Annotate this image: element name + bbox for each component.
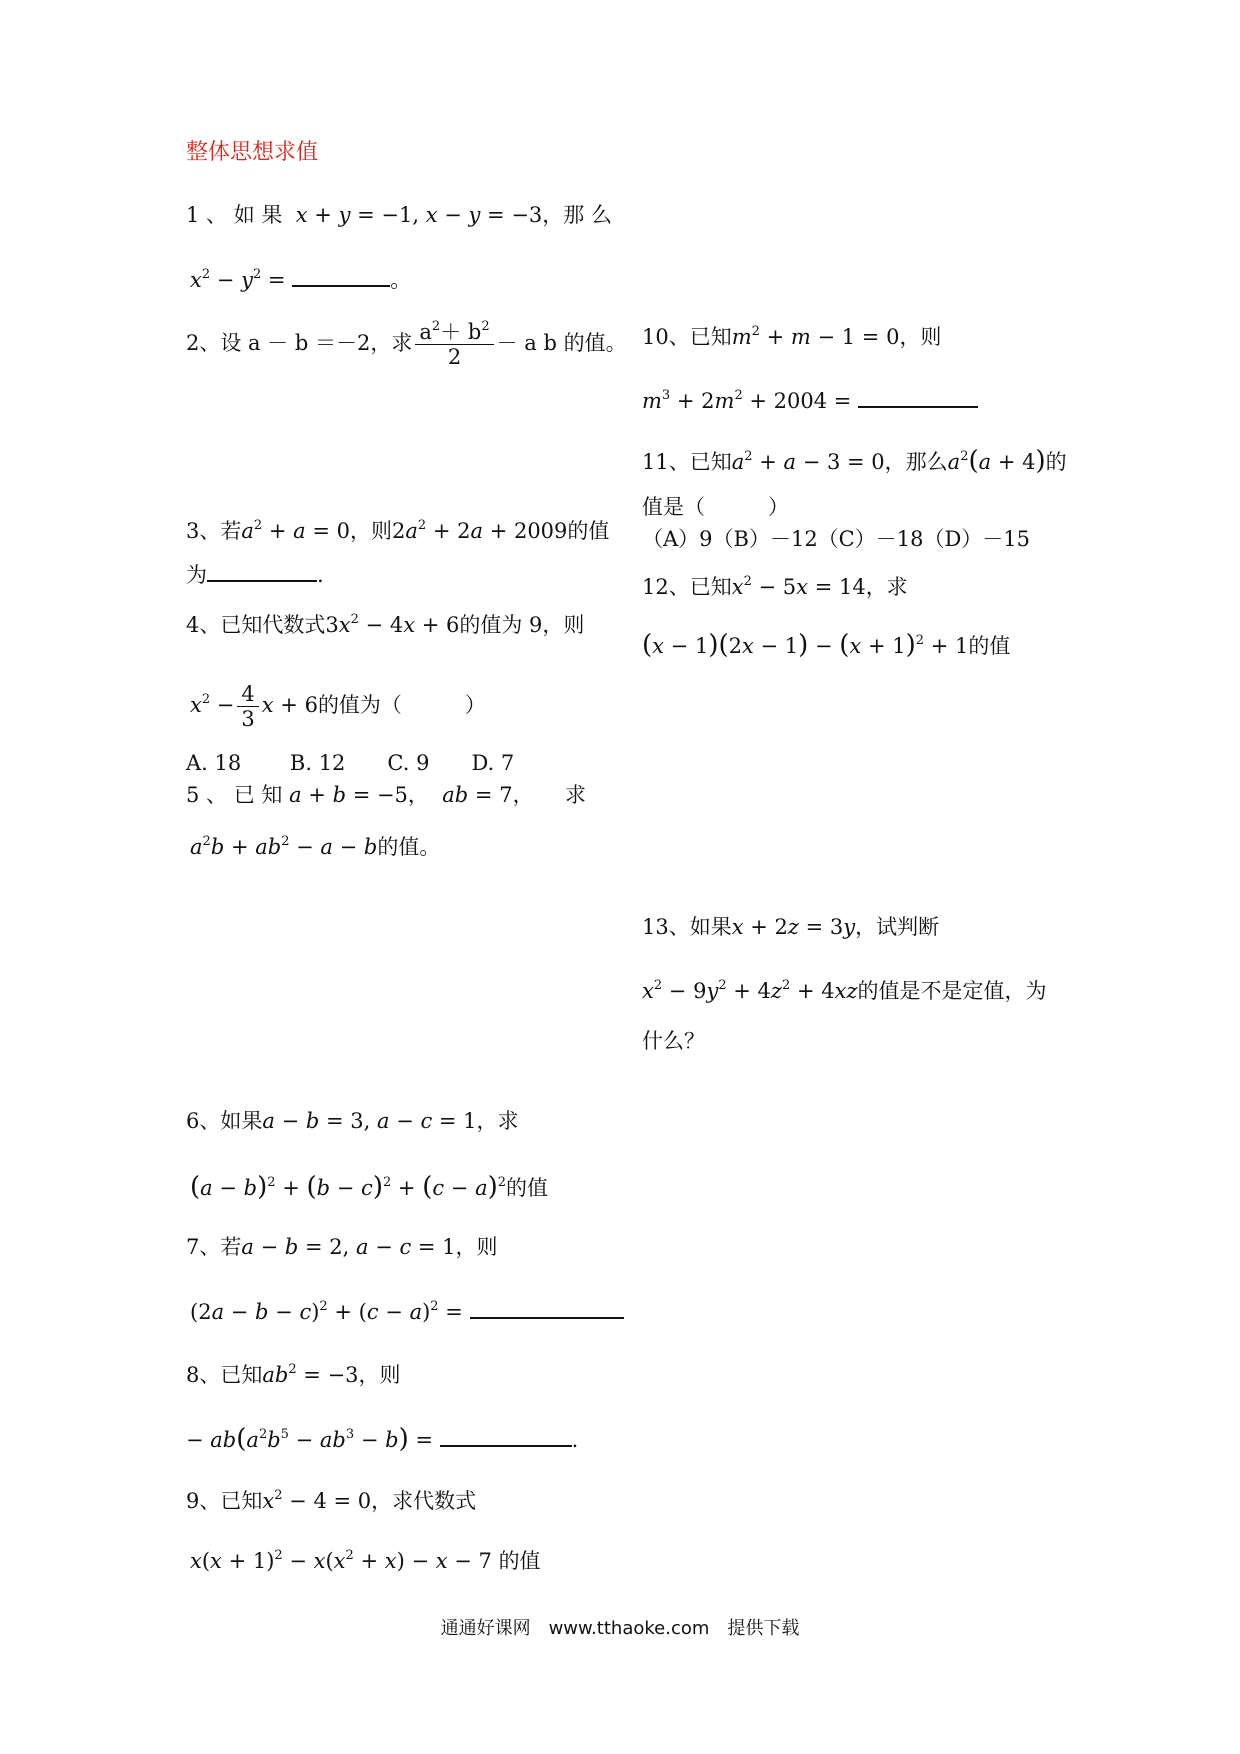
problem-9-line-1: 9、已知$x^2 - 4 = 0$，求代数式 xyxy=(186,1488,477,1513)
problem-11-options: （A）9（B）－12（C）－18（D）－15 xyxy=(642,527,1031,551)
problem-3-line-1: 3、若$a^2 + a = 0$，则$2a^2 + 2a + 2009$的值 xyxy=(186,518,610,543)
problem-10-line-2: $m^3 + 2m^2 + 2004$ = xyxy=(642,386,978,416)
problem-1-line-2: $x^2 - y^2$ = 。 xyxy=(190,267,412,292)
problem-4-line-2: $x^2$ − $\frac{4}{3}$ x + 6的值为（ ） xyxy=(190,682,486,731)
problem-1-expression: $x^2 - y^2$ = xyxy=(190,267,293,292)
problem-7-line-2: $(2a - b - c)^2 + (c - a)^2$ = xyxy=(190,1297,624,1327)
problem-1-label: 1 、 如 果 xyxy=(186,203,283,227)
problem-5-line-1: 5 、 已 知 a + b = −5， ab = 7， 求 xyxy=(186,783,587,807)
problem-8-line-1: 8、已知$ab^2 = -3$，则 xyxy=(186,1362,401,1387)
problem-10-line-1: 10、已知$m^2 + m - 1 = 0$，则 xyxy=(642,324,942,349)
problem-9-line-2: $x(x + 1)^2 - x(x^2 + x) - x - 7$ 的值 xyxy=(190,1548,541,1573)
problem-11-line-1: 11、已知$a^2 + a - 3 = 0$，那么$a^2(a + 4)$的 xyxy=(642,446,1067,476)
problem-7-line-1: 7、若a − b = 2, a − c = 1，则 xyxy=(186,1235,498,1259)
fraction: $\frac{4}{3}$ xyxy=(237,682,258,731)
problem-13-line-3: 什么？ xyxy=(642,1029,705,1053)
problem-6-line-1: 6、如果a − b = 3, a − c = 1，求 xyxy=(186,1109,519,1133)
problem-13-line-2: $x^2 - 9y^2 + 4z^2 + 4xz$的值是不是定值，为 xyxy=(642,978,1047,1003)
answer-blank[interactable] xyxy=(470,1299,624,1319)
problem-1-equation: x + y = −1, x − y = −3 xyxy=(295,203,543,227)
problem-4-options: A. 18 B. 12 C. 9 D. 7 xyxy=(186,751,515,775)
fraction: $\frac{a^2+ b^2}{2}$ xyxy=(415,320,493,369)
problem-4-line-1: 4、已知代数式$3x^2 - 4x + 6$的值为 9，则 xyxy=(186,612,585,637)
problem-6-line-2: $(a - b)^2 + (b - c)^2 + (c - a)^2$的值 xyxy=(190,1172,549,1202)
page-footer: 通通好课网 www.tthaoke.com 提供下载 xyxy=(440,1618,800,1639)
answer-blank[interactable] xyxy=(207,562,317,582)
problem-13-line-1: 13、如果x + 2z = 3y，试判断 xyxy=(642,915,940,939)
problem-3-line-2: 为 . xyxy=(186,563,324,587)
answer-blank[interactable] xyxy=(440,1427,572,1447)
answer-blank[interactable] xyxy=(292,267,390,287)
problem-2: 2、设 a － b ＝－2，求 $\frac{a^2+ b^2}{2}$ － a b 的值。 xyxy=(186,319,627,369)
answer-blank[interactable] xyxy=(858,388,978,408)
page-title: 整体思想求值 xyxy=(186,140,319,165)
problem-11-line-2: 值是（ ） xyxy=(642,495,789,519)
problem-12-line-2: $(x - 1)(2x - 1) - (x + 1)^2 + 1$的值 xyxy=(642,630,1011,660)
problem-8-line-2: − $ab(a^2b^5 - ab^3 - b)$ = . xyxy=(186,1424,579,1454)
problem-12-line-1: 12、已知$x^2 - 5x = 14$，求 xyxy=(642,574,908,599)
problem-5-line-2: $a^2b + ab^2 - a - b$的值。 xyxy=(190,834,441,859)
problem-1-line-1: 1 、 如 果 x + y = −1, x − y = −3，那 么 xyxy=(186,203,612,227)
